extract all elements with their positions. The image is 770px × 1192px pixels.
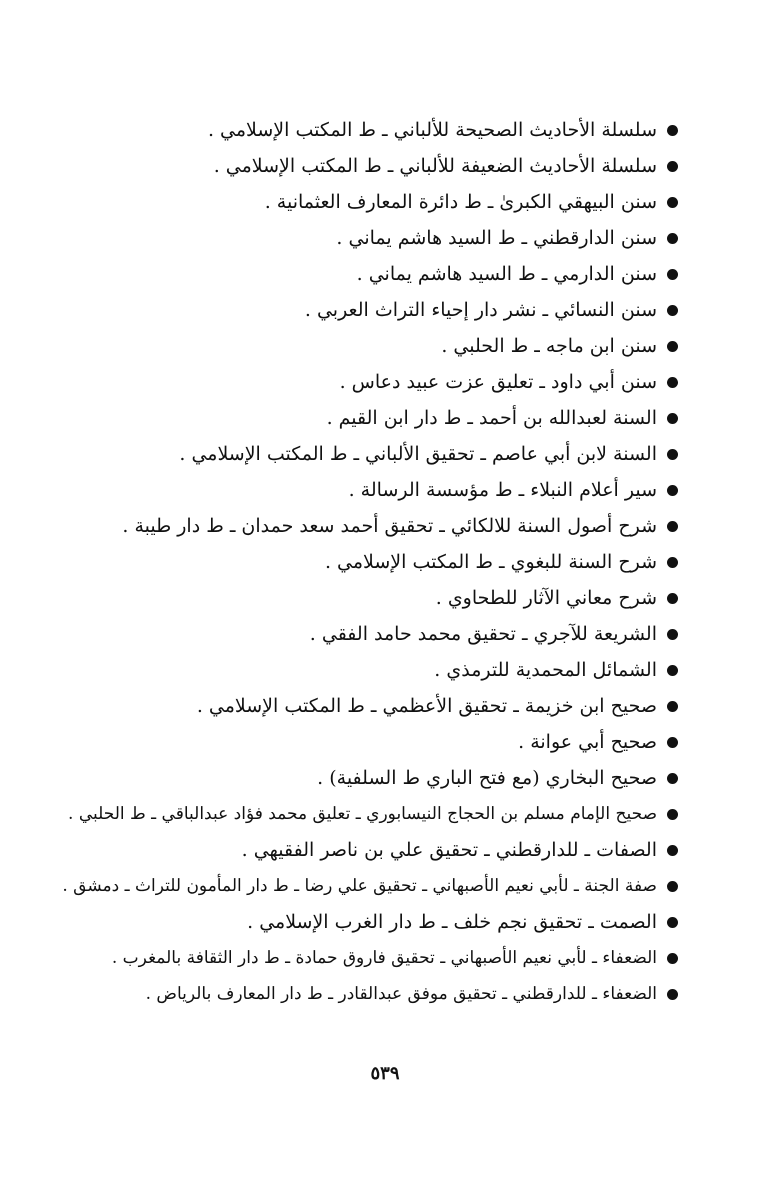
bullet-icon [667, 449, 678, 460]
reference-text: شرح السنة للبغوي ـ ط المكتب الإسلامي . [324, 551, 657, 573]
bullet-icon [667, 521, 678, 532]
bullet-icon [667, 809, 678, 820]
reference-text: صحيح ابن خزيمة ـ تحقيق الأعظمي ـ ط المكتب الإسلامي . [196, 695, 657, 717]
reference-item [78, 328, 678, 364]
bullet-icon [667, 773, 678, 784]
reference-text: سنن الدارقطني ـ ط السيد هاشم يماني . [336, 227, 657, 249]
reference-text: الصفات ـ للدارقطني ـ تحقيق علي بن ناصر الفقيهي . [241, 839, 657, 861]
bullet-icon [667, 557, 678, 568]
reference-item [78, 652, 678, 688]
bullet-icon [667, 341, 678, 352]
reference-item [78, 256, 678, 292]
reference-item [78, 364, 678, 400]
reference-text: سنن النسائي ـ نشر دار إحياء التراث العربي . [304, 299, 657, 321]
reference-text: سلسلة الأحاديث الضعيفة للألباني ـ ط المكتب الإسلامي . [213, 155, 657, 177]
reference-item [62, 868, 678, 904]
reference-text: صحيح أبي عوانة . [518, 731, 657, 753]
reference-text: شرح معاني الآثار للطحاوي . [435, 587, 657, 609]
bullet-icon [667, 737, 678, 748]
reference-item [78, 400, 678, 436]
bullet-icon [667, 233, 678, 244]
reference-item [78, 832, 678, 868]
reference-text: سنن الدارمي ـ ط السيد هاشم يماني . [356, 263, 657, 285]
reference-item [78, 148, 678, 184]
reference-item [78, 436, 678, 472]
reference-page [62, 112, 678, 1012]
bullet-icon [667, 953, 678, 964]
reference-text: الضعفاء ـ للدارقطني ـ تحقيق موفق عبدالقادر ـ ط دار المعارف بالرياض . [145, 984, 657, 1004]
reference-item [78, 760, 678, 796]
reference-text: سلسلة الأحاديث الصحيحة للألباني ـ ط المكتب الإسلامي . [207, 119, 657, 141]
reference-item [78, 976, 678, 1012]
bullet-icon [667, 917, 678, 928]
reference-text: الشمائل المحمدية للترمذي . [434, 659, 657, 681]
reference-list [62, 112, 678, 1012]
bullet-icon [667, 989, 678, 1000]
reference-text: سنن أبي داود ـ تعليق عزت عبيد دعاس . [339, 371, 657, 393]
bullet-icon [667, 125, 678, 136]
bullet-icon [667, 413, 678, 424]
bullet-icon [667, 881, 678, 892]
reference-item [78, 580, 678, 616]
bullet-icon [667, 161, 678, 172]
bullet-icon [667, 665, 678, 676]
reference-item [68, 796, 678, 832]
reference-item [78, 688, 678, 724]
reference-text: الضعفاء ـ لأبي نعيم الأصبهاني ـ تحقيق فاروق حمادة ـ ط دار الثقافة بالمغرب . [111, 948, 657, 968]
bullet-icon [667, 845, 678, 856]
reference-item [78, 292, 678, 328]
bullet-icon [667, 485, 678, 496]
reference-text: السنة لابن أبي عاصم ـ تحقيق الألباني ـ ط المكتب الإسلامي . [179, 443, 657, 465]
reference-item [78, 472, 678, 508]
page-number: ٥٣٩ [370, 1063, 400, 1084]
bullet-icon [667, 593, 678, 604]
reference-item [78, 112, 678, 148]
reference-item [78, 508, 678, 544]
bullet-icon [667, 305, 678, 316]
reference-text: السنة لعبدالله بن أحمد ـ ط دار ابن القيم . [326, 407, 657, 429]
reference-item [78, 940, 678, 976]
reference-item [78, 220, 678, 256]
bullet-icon [667, 701, 678, 712]
reference-text: الصمت ـ تحقيق نجم خلف ـ ط دار الغرب الإسلامي . [247, 911, 657, 933]
bullet-icon [667, 197, 678, 208]
bullet-icon [667, 377, 678, 388]
reference-text: سنن البيهقي الكبرىٰ ـ ط دائرة المعارف العثمانية . [264, 191, 657, 213]
reference-item [78, 724, 678, 760]
reference-text: شرح أصول السنة للالكائي ـ تحقيق أحمد سعد حمدان ـ ط دار طيبة . [122, 515, 657, 537]
reference-text: سير أعلام النبلاء ـ ط مؤسسة الرسالة . [348, 479, 657, 501]
reference-text: سنن ابن ماجه ـ ط الحلبي . [441, 335, 657, 357]
reference-text: صحيح البخاري (مع فتح الباري ط السلفية) . [317, 767, 657, 789]
reference-text: الشريعة للآجري ـ تحقيق محمد حامد الفقي . [309, 623, 657, 645]
reference-item [78, 544, 678, 580]
reference-text: صحيح الإمام مسلم بن الحجاج النيسابوري ـ تعليق محمد فؤاد عبدالباقي ـ ط الحلبي . [68, 804, 657, 824]
reference-item [78, 904, 678, 940]
reference-text: صفة الجنة ـ لأبي نعيم الأصبهاني ـ تحقيق علي رضا ـ ط دار المأمون للتراث ـ دمشق . [62, 876, 657, 896]
reference-item [78, 616, 678, 652]
bullet-icon [667, 629, 678, 640]
reference-item [78, 184, 678, 220]
bullet-icon [667, 269, 678, 280]
